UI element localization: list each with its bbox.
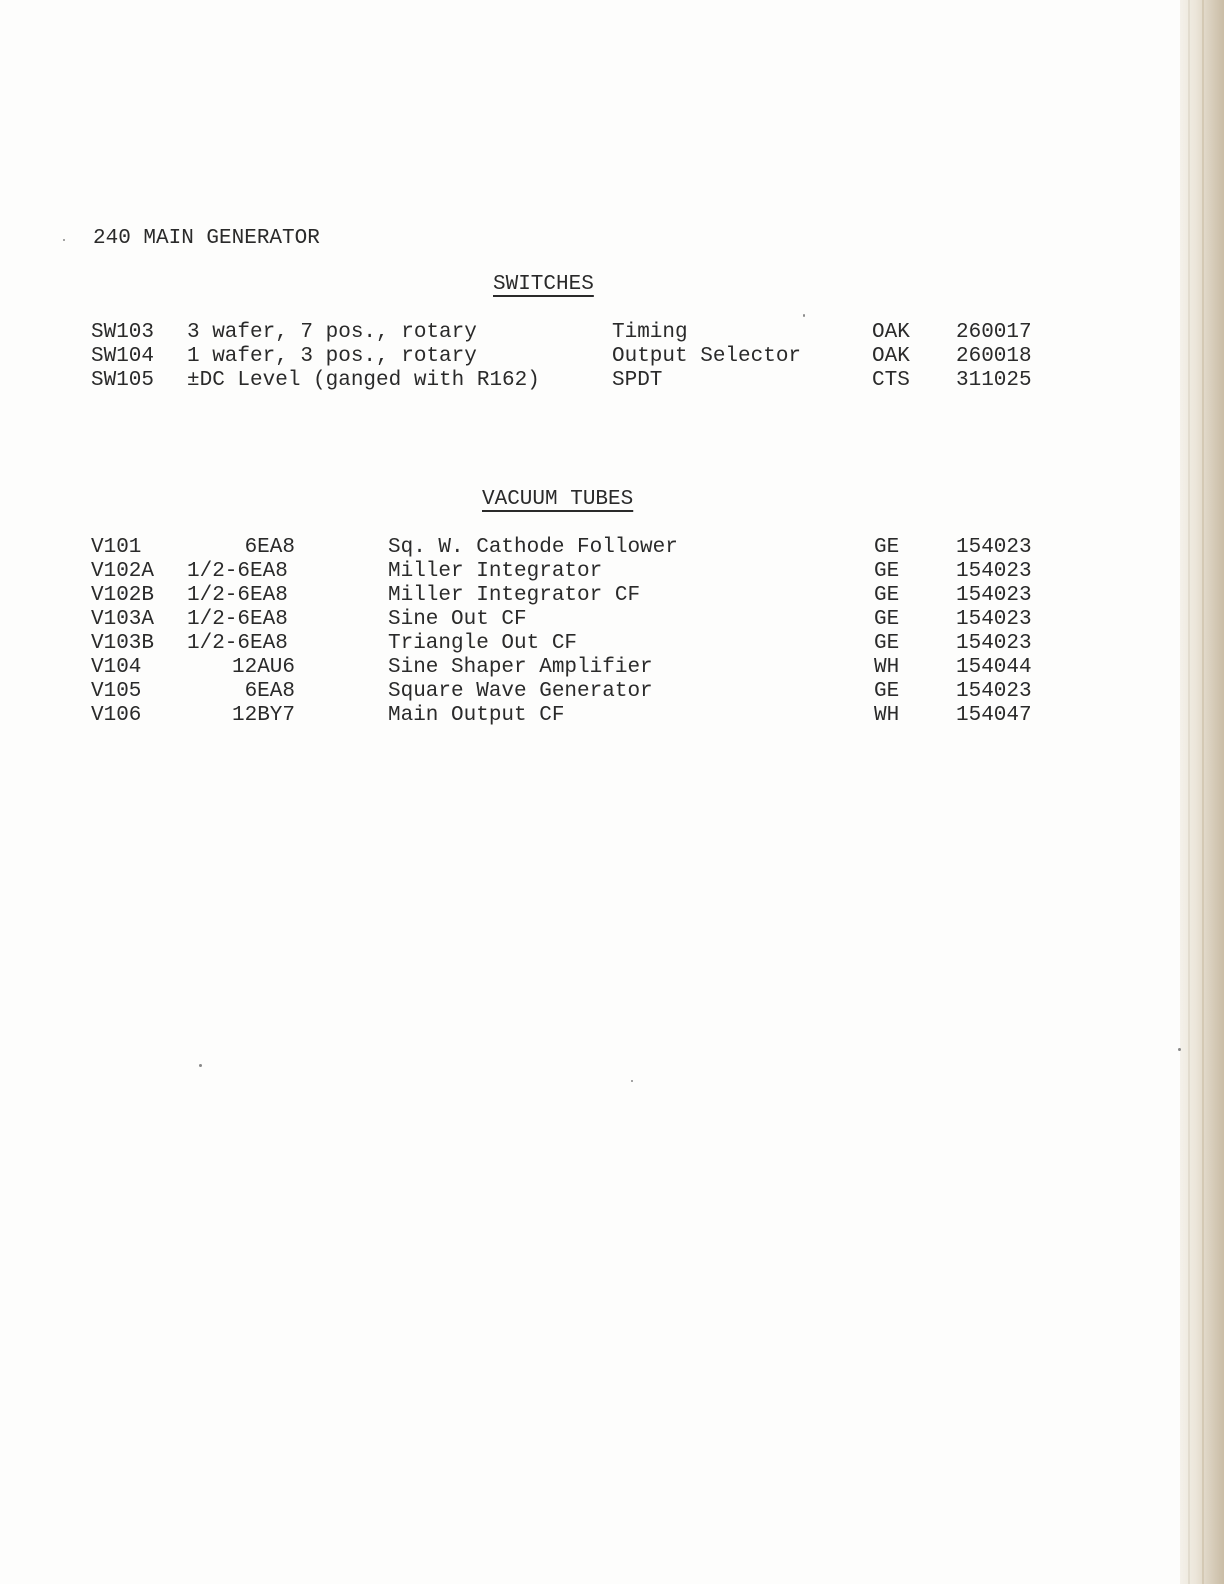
tube-manufacturer: GE (874, 560, 900, 583)
tube-type: 1/2-6EA8 (187, 584, 288, 607)
tube-part-number: 154047 (956, 704, 1032, 727)
tube-manufacturer: GE (874, 608, 900, 631)
switch-description: 1 wafer, 3 pos., rotary (187, 345, 477, 368)
switch-manufacturer: CTS (872, 369, 910, 392)
switch-ref: SW104 (91, 345, 155, 368)
tube-ref: V102A (91, 560, 155, 583)
tube-part-number: 154023 (956, 632, 1032, 655)
switch-part-number: 311025 (956, 369, 1032, 392)
tube-ref: V103A (91, 608, 155, 631)
tube-function: Sine Out CF (388, 608, 527, 631)
switch-function: Timing (612, 321, 688, 344)
tube-part-number: 154044 (956, 656, 1032, 679)
tube-part-number: 154023 (956, 680, 1032, 703)
scan-speck (199, 1064, 202, 1067)
tube-manufacturer: GE (874, 584, 900, 607)
switch-ref: SW103 (91, 321, 155, 344)
scan-speck (63, 239, 65, 241)
switch-manufacturer: OAK (872, 321, 910, 344)
switch-function: Output Selector (612, 345, 802, 368)
tube-manufacturer: GE (874, 632, 900, 655)
tube-function: Main Output CF (388, 704, 565, 727)
tube-function: Sq. W. Cathode Follower (388, 536, 678, 559)
switch-description: 3 wafer, 7 pos., rotary (187, 321, 477, 344)
page-heading: 240 MAIN GENERATOR (93, 227, 320, 250)
switch-description: ±DC Level (ganged with R162) (187, 369, 540, 392)
tube-ref: V102B (91, 584, 155, 607)
tube-part-number: 154023 (956, 536, 1032, 559)
tube-manufacturer: GE (874, 536, 900, 559)
tube-part-number: 154023 (956, 608, 1032, 631)
tube-function: Miller Integrator (388, 560, 603, 583)
scan-speck (803, 314, 805, 317)
switch-function: SPDT (612, 369, 663, 392)
tube-part-number: 154023 (956, 560, 1032, 583)
page-edge (1180, 0, 1224, 1584)
switch-part-number: 260018 (956, 345, 1032, 368)
tube-type: 12BY7 (231, 704, 295, 727)
tube-ref: V104 (91, 656, 142, 679)
tube-function: Miller Integrator CF (388, 584, 641, 607)
tube-ref: V103B (91, 632, 155, 655)
tube-type: 12AU6 (231, 656, 295, 679)
tube-function: Triangle Out CF (388, 632, 578, 655)
scan-speck (631, 1080, 633, 1082)
switch-manufacturer: OAK (872, 345, 910, 368)
tube-type: 1/2-6EA8 (187, 608, 288, 631)
vacuum-tubes-section-title: VACUUM TUBES (482, 488, 634, 511)
tube-type: 6EA8 (244, 536, 295, 559)
tube-type: 6EA8 (244, 680, 295, 703)
tube-function: Sine Shaper Amplifier (388, 656, 653, 679)
tube-ref: V105 (91, 680, 142, 703)
switches-section-title: SWITCHES (493, 273, 594, 296)
tube-type: 1/2-6EA8 (187, 560, 288, 583)
scan-speck (1178, 1048, 1181, 1051)
tube-function: Square Wave Generator (388, 680, 653, 703)
tube-manufacturer: WH (874, 656, 900, 679)
tube-ref: V106 (91, 704, 142, 727)
switch-part-number: 260017 (956, 321, 1032, 344)
tube-type: 1/2-6EA8 (187, 632, 288, 655)
tube-manufacturer: WH (874, 704, 900, 727)
tube-ref: V101 (91, 536, 142, 559)
switch-ref: SW105 (91, 369, 155, 392)
tube-manufacturer: GE (874, 680, 900, 703)
tube-part-number: 154023 (956, 584, 1032, 607)
